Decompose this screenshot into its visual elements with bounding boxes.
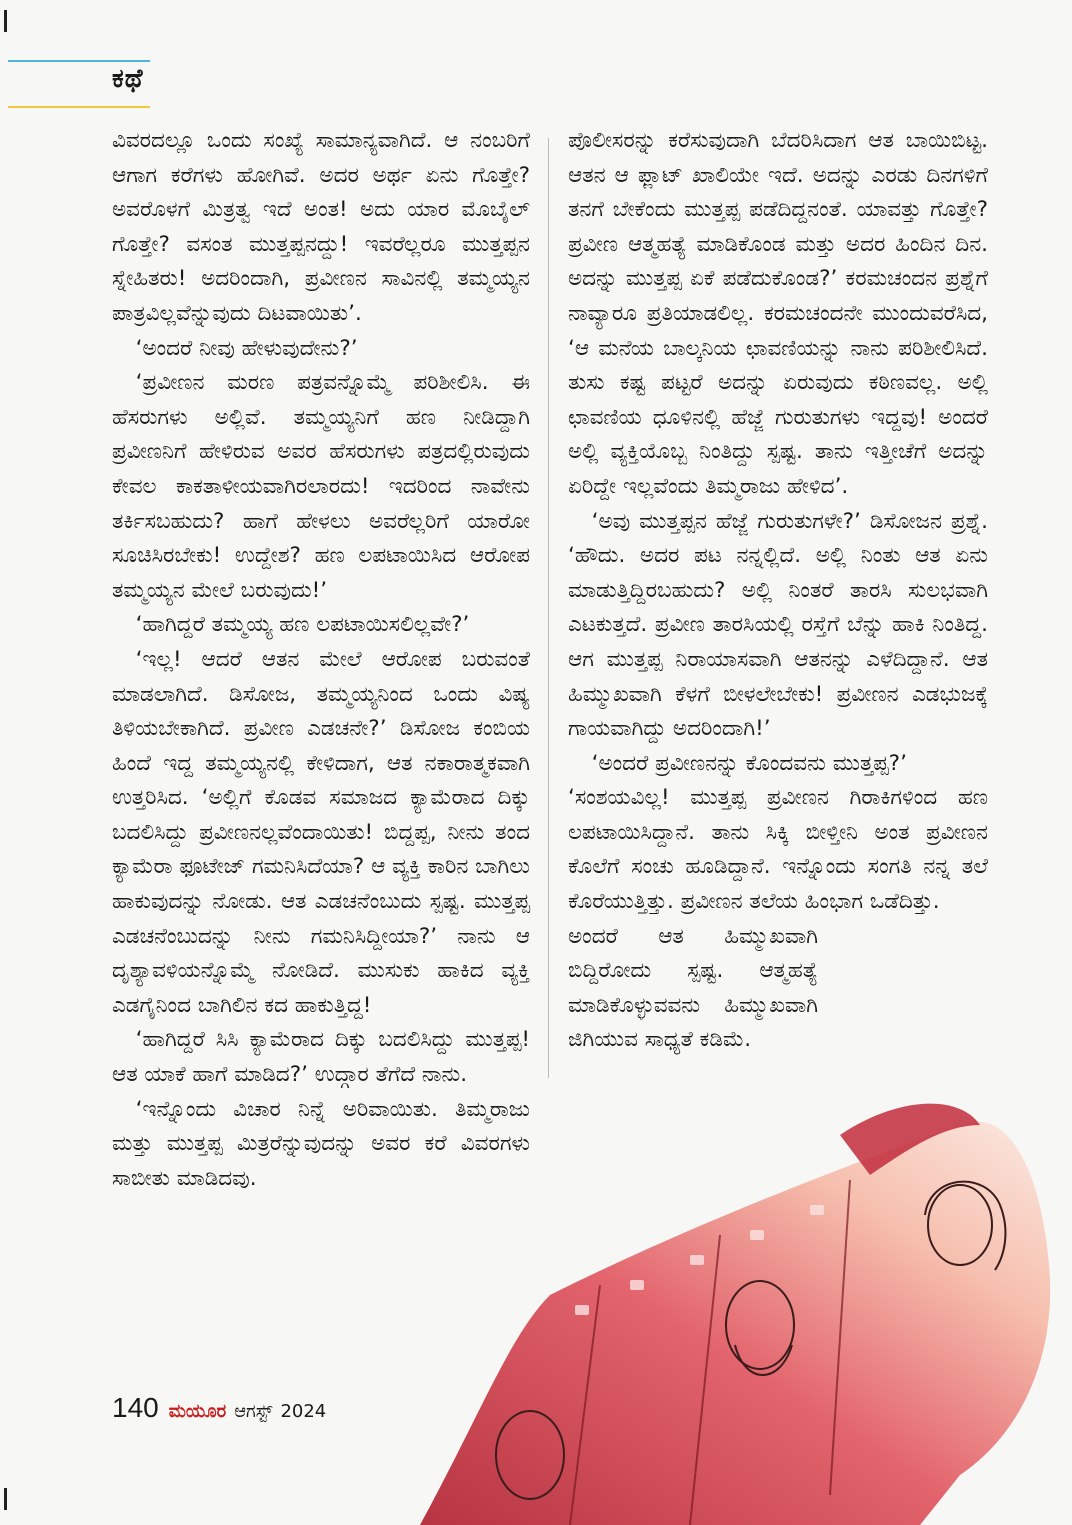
film-perforation: [630, 1280, 644, 1290]
story-paragraph: ‘ಇನ್ನೊಂದು ವಿಚಾರ ನಿನ್ನೆ ಅರಿವಾಯಿತು. ತಿಮ್ಮರಾಜು ಮತ್ತು ಮುತ್ತಪ್ಪ ಮಿತ್ರರೆನ್ನುವುದನ್ನು ಅವರ ಕರೆ ವಿವರಗಳು ಸಾಬೀತು ಮಾಡಿದವು.: [112, 1096, 530, 1191]
story-paragraph: ‘ಅಂದರೆ ನೀವು ಹೇಳುವುದೇನು?’: [135, 335, 358, 361]
issue-year: 2024: [280, 1401, 327, 1422]
header-rule-yellow: [8, 106, 150, 108]
story-paragraph: ‘ಇಲ್ಲ! ಆದರೆ ಆತನ ಮೇಲೆ ಆರೋಪ ಬರುವಂತೆ ಮಾಡಲಾಗಿದೆ. ಡಿಸೋಜ, ತಮ್ಮಯ್ಯನಿಂದ ಒಂದು ವಿಷ್ಯ ತಿಳಿಯಬೇಕಾಗಿದೆ. ಪ್ರವೀಣ ಎಡಚನೇ?’ ಡಿಸೋಜ ಕಂಬಿಯ ಹಿಂದೆ ಇದ್ದ ತಮ್ಮಯ್ಯನಲ್ಲಿ ಕೇಳಿದಾಗ, ಆತ ನಕಾರಾತ್ಮಕವಾಗಿ ಉತ್ತರಿಸಿದ. ‘ಅಲ್ಲಿಗೆ ಕೊಡವ ಸಮಾಜದ ಕ್ಯಾಮೆರಾದ ದಿಕ್ಕು ಬದಲಿಸಿದ್ದು ಪ್ರವೀಣನಲ್ಲವೆಂದಾಯಿತು! ಬಿದ್ದಪ್ಪ, ನೀನು ತಂದ ಕ್ಯಾಮೆರಾ ಫೂಟೇಜ್ ಗಮನಿಸಿದೆಯಾ? ಆ ವ್ಯಕ್ತಿ ಕಾರಿನ ಬಾಗಿಲು ಹಾಕುವುದನ್ನು ನೋಡು. ಆತ ಎಡಚನೆಂಬುದು ಸ್ಪಷ್ಟ. ಮುತ್ತಪ್ಪ ಎಡಚನೆಂಬುದನ್ನು ನೀನು ಗಮನಿಸಿದ್ದೀಯಾ?’ ನಾನು ಆ ದೃಶ್ಯಾವಳಿಯನ್ನೊಮ್ಮೆ ನೋಡಿದೆ. ಮುಸುಕು ಹಾಕಿದ ವ್ಯಕ್ತಿ ಎಡಗೈನಿಂದ ಬಾಗಿಲಿನ ಕದ ಹಾಕುತ್ತಿದ್ದ!: [112, 646, 530, 1018]
left-column: [112, 124, 530, 1196]
page-number: 140: [112, 1392, 159, 1423]
header-rule-blue: [8, 60, 150, 62]
story-paragraph: ‘ಸಂಶಯವಿಲ್ಲ! ಮುತ್ತಪ್ಪ ಪ್ರವೀಣನ ಗಿರಾಕಿಗಳಿಂದ ಹಣ ಲಪಟಾಯಿಸಿದ್ದಾನೆ. ತಾನು ಸಿಕ್ಕಿ ಬೀಳ್ತೀನಿ ಅಂತ ಪ್ರವೀಣನ ಕೊಲೆಗೆ ಸಂಚು ಹೂಡಿದ್ದಾನೆ. ಇನ್ನೊಂದು ಸಂಗತಿ ನನ್ನ ತಲೆ ಕೊರೆಯುತ್ತಿತ್ತು. ಪ್ರವೀಣನ ತಲೆಯ ಹಿಂಭಾಗ ಒಡೆದಿತ್ತು.: [568, 785, 988, 915]
film-perforation: [575, 1305, 589, 1315]
section-title: ಕಥೆ: [112, 64, 144, 94]
film-perforation: [690, 1255, 704, 1265]
film-perforation: [810, 1205, 824, 1215]
story-paragraph: ‘ಅವು ಮುತ್ತಪ್ಪನ ಹೆಜ್ಜೆ ಗುರುತುಗಳೇ?’ ಡಿಸೋಜನ ಪ್ರಶ್ನೆ. ‘ಹೌದು. ಅದರ ಪಟ ನನ್ನಲ್ಲಿದೆ. ಅಲ್ಲಿ ನಿಂತು ಆತ ಏನು ಮಾಡುತ್ತಿದ್ದಿರಬಹುದು? ಅಲ್ಲಿ ನಿಂತರೆ ತಾರಸಿ ಸುಲಭವಾಗಿ ಎಟಕುತ್ತದೆ. ಪ್ರವೀಣ ತಾರಸಿಯಲ್ಲಿ ರಸ್ತೆಗೆ ಬೆನ್ನು ಹಾಕಿ ನಿಂತಿದ್ದ. ಆಗ ಮುತ್ತಪ್ಪ ನಿರಾಯಾಸವಾಗಿ ಆತನನ್ನು ಎಳೆದಿದ್ದಾನೆ. ಆತ ಹಿಮ್ಮುಖವಾಗಿ ಕೆಳಗೆ ಬೀಳಲೇಬೇಕು! ಪ್ರವೀಣನ ಎಡಭುಜಕ್ಕೆ ಗಾಯವಾಗಿದ್ದು ಅದರಿಂದಾಗಿ!’: [568, 508, 988, 742]
film-strip-illustration: [400, 1055, 1065, 1525]
story-paragraph: ‘ಪ್ರವೀಣನ ಮರಣ ಪತ್ರವನ್ನೊಮ್ಮೆ ಪರಿಶೀಲಿಸಿ. ಈ ಹೆಸರುಗಳು ಅಲ್ಲಿವೆ. ತಮ್ಮಯ್ಯನಿಗೆ ಹಣ ನೀಡಿದ್ದಾಗಿ ಪ್ರವೀಣನಿಗೆ ಹೇಳಿರುವ ಅವರ ಹೆಸರುಗಳು ಪತ್ರದಲ್ಲಿರುವುದು ಕೇವಲ ಕಾಕತಾಳೀಯವಾಗಿರಲಾರದು! ಇದರಿಂದ ನಾವೇನು ತರ್ಕಿಸಬಹುದು? ಹಾಗೆ ಹೇಳಲು ಅವರೆಲ್ಲರಿಗೆ ಯಾರೋ ಸೂಚಿಸಿರಬೇಕು! ಉದ್ದೇಶ? ಹಣ ಲಪಟಾಯಿಸಿದ ಆರೋಪ ತಮ್ಮಯ್ಯನ ಮೇಲೆ ಬರುವುದು!’: [112, 370, 530, 603]
film-perforation: [750, 1230, 764, 1240]
story-paragraph: ಪೊಲೀಸರನ್ನು ಕರೆಸುವುದಾಗಿ ಬೆದರಿಸಿದಾಗ ಆತ ಬಾಯಿಬಿಟ್ಟ. ಆತನ ಆ ಫ್ಲಾಟ್ ಖಾಲಿಯೇ ಇದೆ. ಅದನ್ನು ಎರಡು ದಿನಗಳಿಗೆ ತನಗೆ ಬೇಕೆಂದು ಮುತ್ತಪ್ಪ ಪಡೆದಿದ್ದನಂತೆ. ಯಾವತ್ತು ಗೊತ್ತೇ? ಪ್ರವೀಣ ಆತ್ಮಹತ್ಯೆ ಮಾಡಿಕೊಂಡ ಮತ್ತು ಅದರ ಹಿಂದಿನ ದಿನ. ಅದನ್ನು ಮುತ್ತಪ್ಪ ಏಕೆ ಪಡೆದುಕೊಂಡ?’ ಕರಮಚಂದನ ಪ್ರಶ್ನೆಗೆ ನಾವ್ಯಾರೂ ಪ್ರತಿಯಾಡಲಿಲ್ಲ. ಕರಮಚಂದನೇ ಮುಂದುವರೆಸಿದ, ‘ಆ ಮನೆಯ ಬಾಲ್ಕನಿಯ ಛಾವಣಿಯನ್ನು ನಾನು ಪರಿಶೀಲಿಸಿದೆ. ತುಸು ಕಷ್ಟ ಪಟ್ಟರೆ ಅದನ್ನು ಏರುವುದು ಕಠಿಣವಲ್ಲ. ಅಲ್ಲಿ ಛಾವಣಿಯ ಧೂಳಿನಲ್ಲಿ ಹೆಜ್ಜೆ ಗುರುತುಗಳು ಇದ್ದವು! ಅಂದರೆ ಅಲ್ಲಿ ವ್ಯಕ್ತಿಯೊಬ್ಬ ನಿಂತಿದ್ದು ಸ್ಪಷ್ಟ. ತಾನು ಇತ್ತೀಚೆಗೆ ಅದನ್ನು ಏರಿದ್ದೇ ಇಲ್ಲವೆಂದು ತಿಮ್ಮರಾಜು ಹೇಳಿದ’.: [568, 128, 988, 499]
issue-month: ಆಗಸ್ಟ್: [234, 1401, 273, 1422]
story-paragraph: ‘ಹಾಗಿದ್ದರೆ ತಮ್ಮಯ್ಯ ಹಣ ಲಪಟಾಯಿಸಲಿಲ್ಲವೇ?’: [135, 612, 470, 638]
column-divider: [548, 138, 549, 1078]
right-column: [568, 124, 988, 1058]
magazine-logo: ಮಯೂರ: [168, 1401, 227, 1422]
story-paragraph-narrow: ಅಂದರೆ ಆತ ಹಿಮ್ಮುಖವಾಗಿ ಬಿದ್ದಿರೋದು ಸ್ಪಷ್ಟ. ಆತ್ಮಹತ್ಯೆ ಮಾಡಿಕೊಳ್ಳುವವನು ಹಿಮ್ಮುಖವಾಗಿ ಜಿಗಿಯುವ ಸಾಧ್ಯತೆ ಕಡಿಮೆ.: [568, 923, 818, 1053]
crop-mark-bottom-left: [4, 1488, 7, 1510]
story-paragraph: ‘ಹಾಗಿದ್ದರೆ ಸಿಸಿ ಕ್ಯಾಮೆರಾದ ದಿಕ್ಕು ಬದಲಿಸಿದ್ದು ಮುತ್ತಪ್ಪ! ಆತ ಯಾಕೆ ಹಾಗೆ ಮಾಡಿದ?’ ಉದ್ಗಾರ ತೆಗೆದೆ ನಾನು.: [112, 1027, 530, 1088]
story-paragraph: ವಿವರದಲ್ಲೂ ಒಂದು ಸಂಖ್ಯೆ ಸಾಮಾನ್ಯವಾಗಿದೆ. ಆ ನಂಬರಿಗೆ ಆಗಾಗ ಕರೆಗಳು ಹೋಗಿವೆ. ಅದರ ಅರ್ಥ ಏನು ಗೊತ್ತೇ? ಅವರೊಳಗೆ ಮಿತ್ರತ್ವ ಇದೆ ಅಂತ! ಅದು ಯಾರ ಮೊಬೈಲ್ ಗೊತ್ತೇ? ವಸಂತ ಮುತ್ತಪ್ಪನದ್ದು! ಇವರೆಲ್ಲರೂ ಮುತ್ತಪ್ಪನ ಸ್ನೇಹಿತರು! ಅದರಿಂದಾಗಿ, ಪ್ರವೀಣನ ಸಾವಿನಲ್ಲಿ ತಮ್ಮಯ್ಯನ ಪಾತ್ರವಿಲ್ಲವೆನ್ನುವುದು ದಿಟವಾಯಿತು’.: [112, 128, 530, 326]
page-footer: [112, 1392, 326, 1424]
story-paragraph: ‘ಅಂದರೆ ಪ್ರವೀಣನನ್ನು ಕೊಂದವನು ಮುತ್ತಪ್ಪ?’: [591, 750, 907, 776]
crop-mark-top-left: [4, 10, 7, 32]
